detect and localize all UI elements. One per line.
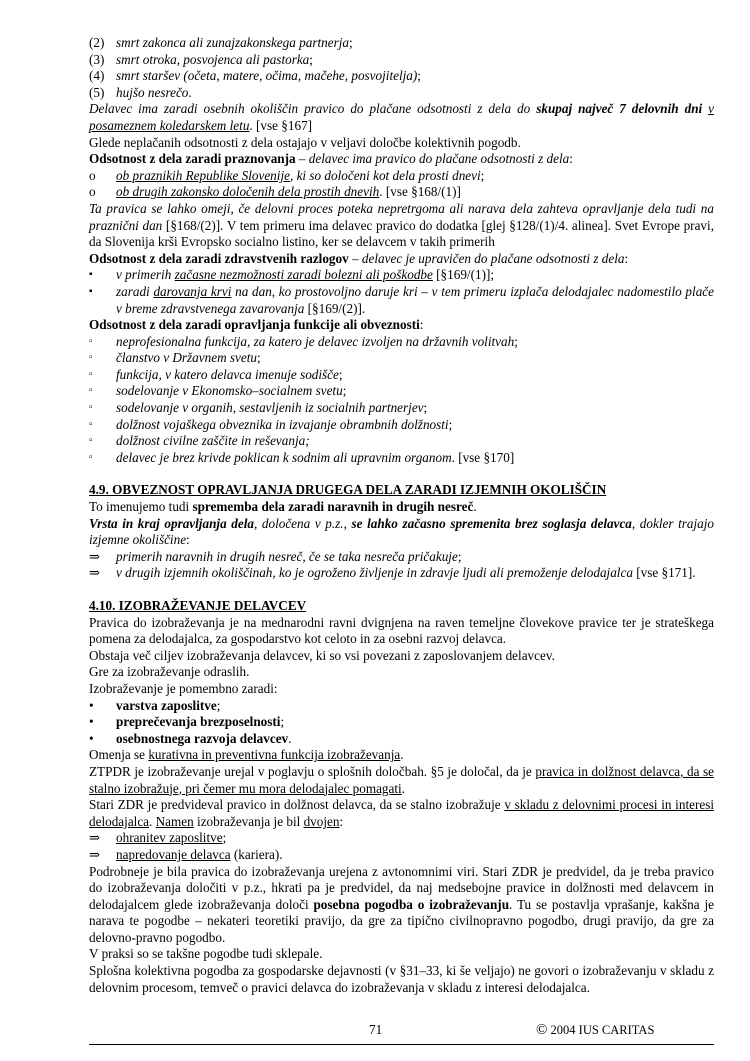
list-item: ▫ delavec je brez krivde poklican k sodnim ali upravnim organom. [vse §170]	[89, 449, 515, 465]
list-item: ▫ dolžnost vojaškega obveznika in izvajanje obrambnih dolžnosti;	[89, 416, 453, 432]
list-item: ▫ dolžnost civilne zaščite in reševanja;	[89, 433, 310, 449]
list-item: ▫ funkcija, v katero delavca imenuje sodišče;	[89, 366, 343, 382]
list-item: • osebnostnega razvoja delavcev.	[89, 730, 292, 746]
list-item: ▪ v primerih začasne nezmožnosti zaradi bolezni ali poškodbe [§169/(1)];	[89, 267, 495, 283]
list-item: o ob praznikih Republike Slovenije, ki so določeni kot dela prosti dnevi;	[89, 167, 485, 183]
page-number: 71	[369, 1022, 383, 1037]
list-item: ▪ zaradi darovanja krvi na dan, ko prostovoljno daruje kri – v tem primeru izplača delodajalec nadomestilo plače v breme zdravstvenega zavarovanja [§169/(2)].	[89, 283, 714, 316]
paragraph: V praksi so se takšne pogodbe tudi sklepale.	[89, 946, 323, 962]
subheading-funkcije: Odsotnost z dela zaradi opravljanja funkcije ali obveznosti:	[89, 317, 424, 333]
list-item: • preprečevanja brezposelnosti;	[89, 714, 285, 730]
list-item: • varstva zaposlitve;	[89, 697, 221, 713]
page-footer	[89, 1020, 714, 1045]
section-heading-4-9: 4.9. OBVEZNOST OPRAVLJANJA DRUGEGA DELA ZARADI IZJEMNIH OKOLIŠČIN	[89, 482, 607, 498]
list-item: ⇒ primerih naravnih in drugih nesreč, če se taka nesreča pričakuje;	[89, 548, 462, 564]
copyright-icon: ©	[536, 1022, 548, 1038]
paragraph: Obstaja več ciljev izobraževanja delavcev, ki so vsi povezani z zaposlovanjem delavcev.	[89, 647, 555, 663]
paragraph: ZTPDR je izobraževanje urejal v poglavju o splošnih določbah. §5 je določal, da je pravica in dolžnost delavca, da se stalno izobražuje, pri čemer mu mora delodajalec pomagati.	[89, 763, 714, 796]
list-item: (5) hujšo nesrečo.	[89, 84, 192, 100]
paragraph: Izobraževanje je pomembno zaradi:	[89, 680, 278, 696]
subheading-zdravstvenih: Odsotnost z dela zaradi zdravstvenih razlogov – delavec je upravičen do plačane odsotnosti z dela:	[89, 250, 629, 266]
list-item: ▫ neprofesionalna funkcija, za katero je delavec izvoljen na državnih volitvah;	[89, 333, 518, 349]
paragraph: Omenja se kurativna in preventivna funkcija izobraževanja.	[89, 747, 404, 763]
paragraph: Splošna kolektivna pogodba za gospodarske dejavnosti (v §31–33, ki še veljajo) ne govori o izobraževanju v skladu z delovnim procesom, temveč o pravici delavca do izobraževanja v skladu z interesi delodajalca.	[89, 963, 714, 995]
list-item: ▫ sodelovanje v Ekonomsko–socialnem svetu;	[89, 383, 347, 399]
subheading-praznovanja: Odsotnost z dela zaradi praznovanja – delavec ima pravico do plačane odsotnosti z dela:	[89, 151, 573, 167]
section-heading-4-10: 4.10. IZOBRAŽEVANJE DELAVCEV	[89, 598, 307, 613]
numbered-list	[89, 35, 714, 101]
paragraph: Vrsta in kraj opravljanja dela, določena v p.z., se lahko začasno spremenita brez soglasja delavca, dokler trajajo izjemne okoliščine:	[89, 515, 715, 548]
paragraph: To imenujemo tudi sprememba dela zaradi naravnih in drugih nesreč.	[89, 499, 477, 515]
list-item: (2) smrt zakonca ali zunajzakonskega partnerja;	[89, 35, 353, 50]
list-item: ▫ sodelovanje v organih, sestavljenih iz socialnih partnerjev;	[89, 400, 428, 416]
paragraph: Gre za izobraževanje odraslih.	[89, 664, 250, 680]
paragraph: Stari ZDR je predvideval pravico in dolžnost delavca, da se stalno izobražuje v skladu z delovnimi procesi in interesi delodajalca. Namen izobraževanja je bil dvojen:	[89, 797, 714, 829]
paragraph: Pravica do izobraževanja je na mednarodni ravni dvignjena na raven temeljne človekove pravice ter je strateškega pomena za delodajalca, za gospodarstvo kot celoto in za osebni razvoj delavca.	[89, 614, 714, 647]
page-content	[89, 35, 714, 996]
paragraph: Delavec ima zaradi osebnih okoliščin pravico do plačane odsotnosti z dela do skupaj največ 7 delovnih dni v posameznem koledarskem letu. [vse §167]	[89, 101, 714, 133]
list-item: ⇒ ohranitev zaposlitve;	[89, 830, 227, 846]
paragraph: Podrobneje je bila pravica do izobraževanja urejena z avtonomnimi viri. Stari ZDR je predvidel, da je treba pravico do izobraževanja določiti v p.z., hkrati pa je predvidel, da naj medsebojne pravice in dolžnosti med delavcem in delodajalcem glede izobraževanja določi posebna pogodba o izobraževanju. Tu se postavlja vprašanje, kakšna je narava te pogodbe – nekateri teoretiki pravijo, da gre za tipično civilnopravno pogodbo, drugi pravijo, da gre za delovno-pravno pogodbo.	[89, 863, 714, 945]
list-item: o ob drugih zakonsko določenih dela prostih dnevih. [vse §168/(1)]	[89, 184, 461, 200]
list-item: (4) smrt staršev (očeta, matere, očima, mačehe, posvojitelja);	[89, 68, 421, 84]
list-item: (3) smrt otroka, posvojenca ali pastorka;	[89, 51, 313, 67]
paragraph: Ta pravica se lahko omeji, če delovni proces poteka nepretrgoma ali narava dela zahteva opravljanje dela tudi na praznični dan [§168/(2)]. V tem primeru ima delavec pravico do dodatka [glej §128/(1)/4. alinea]. Svet Evrope pravi, da Slovenija krši Evropsko socialno listino, ker se delavcem v takih primerih	[89, 200, 714, 250]
list-item: ▫ članstvo v Državnem svetu;	[89, 350, 261, 366]
list-item: ⇒ v drugih izjemnih okoliščinah, ko je ogroženo življenje in zdravje ljudi ali premoženje delodajalca [vse §171].	[89, 565, 696, 581]
paragraph: Glede neplačanih odsotnosti z dela ostajajo v veljavi določbe kolektivnih pogodb.	[89, 134, 521, 150]
list-item: ⇒ napredovanje delavca (kariera).	[89, 846, 283, 862]
copyright: © 2004 IUS CARITAS	[536, 1022, 655, 1038]
